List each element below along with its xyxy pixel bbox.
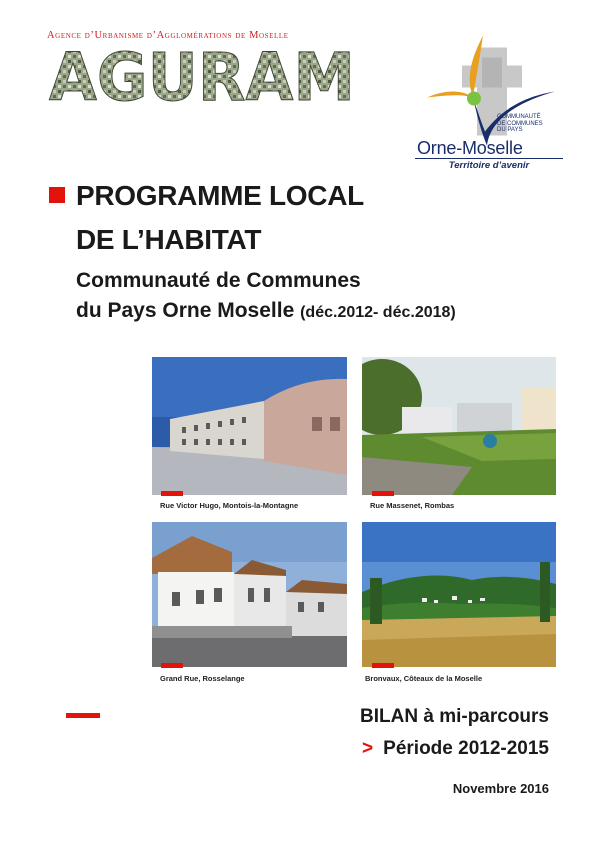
subtitle-line-2 <box>76 299 456 323</box>
subtitle-name: du Pays Orne Moselle <box>76 299 295 322</box>
bilan-label: BILAN à mi-parcours <box>360 706 549 727</box>
report-date: Novembre 2016 <box>452 781 549 796</box>
aguram-tagline <box>47 30 357 41</box>
photo-1 <box>152 357 347 495</box>
photo-2-caption: Rue Massenet, Rombas <box>370 501 455 510</box>
photo-4-marker <box>372 663 394 668</box>
house-photo-icon <box>152 522 347 667</box>
ccom-desc-line-1: COMMUNAUTÉ <box>497 114 541 120</box>
residential-photo-icon <box>362 357 556 495</box>
photo-3 <box>152 522 347 667</box>
title-line-2: DE L’HABITAT <box>76 224 262 255</box>
photo-4 <box>362 522 556 667</box>
building-photo-icon <box>152 357 347 495</box>
periode-row <box>362 738 549 760</box>
ccom-desc-line-3: DU PAYS <box>497 127 523 133</box>
aguram-wordmark: AGURAM <box>49 44 355 102</box>
ccom-desc-line-2: DE COMMUNES <box>497 120 543 127</box>
title-bullet <box>49 187 65 203</box>
ccom-subtitle: Territoire d’avenir <box>415 158 563 171</box>
landscape-photo-icon <box>362 522 556 667</box>
ccom-description <box>497 114 543 134</box>
subtitle-dates: (déc.2012- déc.2018) <box>300 304 456 321</box>
photo-1-caption: Rue Victor Hugo, Montois-la-Montagne <box>160 501 299 510</box>
photo-2 <box>362 357 556 495</box>
photo-3-marker <box>161 663 183 668</box>
periode-arrow-icon: > <box>362 738 374 759</box>
photo-3-caption: Grand Rue, Rosselange <box>160 674 245 683</box>
aguram-logo <box>47 44 357 102</box>
title-line-1: PROGRAMME LOCAL <box>76 180 364 211</box>
bottom-dash <box>66 713 100 718</box>
subtitle-line-1: Communauté de Communes <box>76 269 361 292</box>
periode-label: Période 2012-2015 <box>383 738 549 759</box>
ccom-name: Orne-Moselle <box>417 138 523 158</box>
photo-1-marker <box>161 491 183 496</box>
photo-2-marker <box>372 491 394 496</box>
aguram-tagline-text: Agence d’Urbanisme d’Agglomérations de Moselle <box>47 30 289 41</box>
photo-4-caption: Bronvaux, Côteaux de la Moselle <box>365 674 483 683</box>
